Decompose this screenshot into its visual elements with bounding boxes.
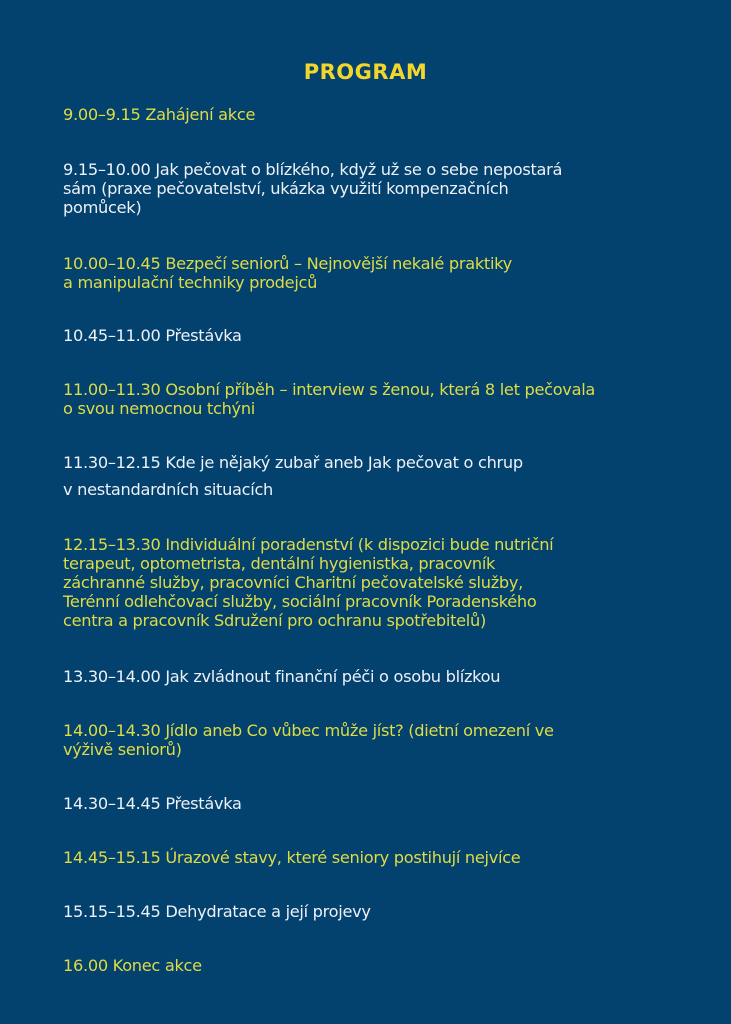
program-item: 11.00–11.30 Osobní příběh – interview s ženou, která 8 let pečovala o svou nemocnou tchýni xyxy=(63,380,596,418)
program-item: 14.00–14.30 Jídlo aneb Co vůbec může jíst? (dietní omezení ve výživě seniorů) xyxy=(63,721,554,759)
program-item: 12.15–13.30 Individuální poradenství (k dispozici bude nutriční terapeut, optometrista, dentální hygienistka, pracovník záchranné služby, pracovníci Charitní pečovatelské služby, Terénní odlehčovací služby, sociální pracovník Poradenského centra a pracovník Sdružení pro ochranu spotřebitelů) xyxy=(63,535,554,630)
program-item: 9.00–9.15 Zahájení akce xyxy=(63,105,256,124)
program-item: 10.00–10.45 Bezpečí seniorů – Nejnovější nekalé praktiky a manipulační techniky prodejců xyxy=(63,254,512,292)
program-item: 11.30–12.15 Kde je nějaký zubař aneb Jak pečovat o chrup v nestandardních situacích xyxy=(63,453,523,499)
program-item: 9.15–10.00 Jak pečovat o blízkého, když už se o sebe nepostará sám (praxe pečovatelství, ukázka využití kompenzačních pomůcek) xyxy=(63,160,563,217)
program-item: 10.45–11.00 Přestávka xyxy=(63,326,242,345)
page-title: PROGRAM xyxy=(303,60,428,84)
program-item: 13.30–14.00 Jak zvládnout finanční péči o osobu blízkou xyxy=(63,667,501,686)
program-item: 15.15–15.45 Dehydratace a její projevy xyxy=(63,902,371,921)
program-item: 16.00 Konec akce xyxy=(63,956,202,975)
program-item: 14.30–14.45 Přestávka xyxy=(63,794,242,813)
program-item: 14.45–15.15 Úrazové stavy, které seniory postihují nejvíce xyxy=(63,848,521,867)
